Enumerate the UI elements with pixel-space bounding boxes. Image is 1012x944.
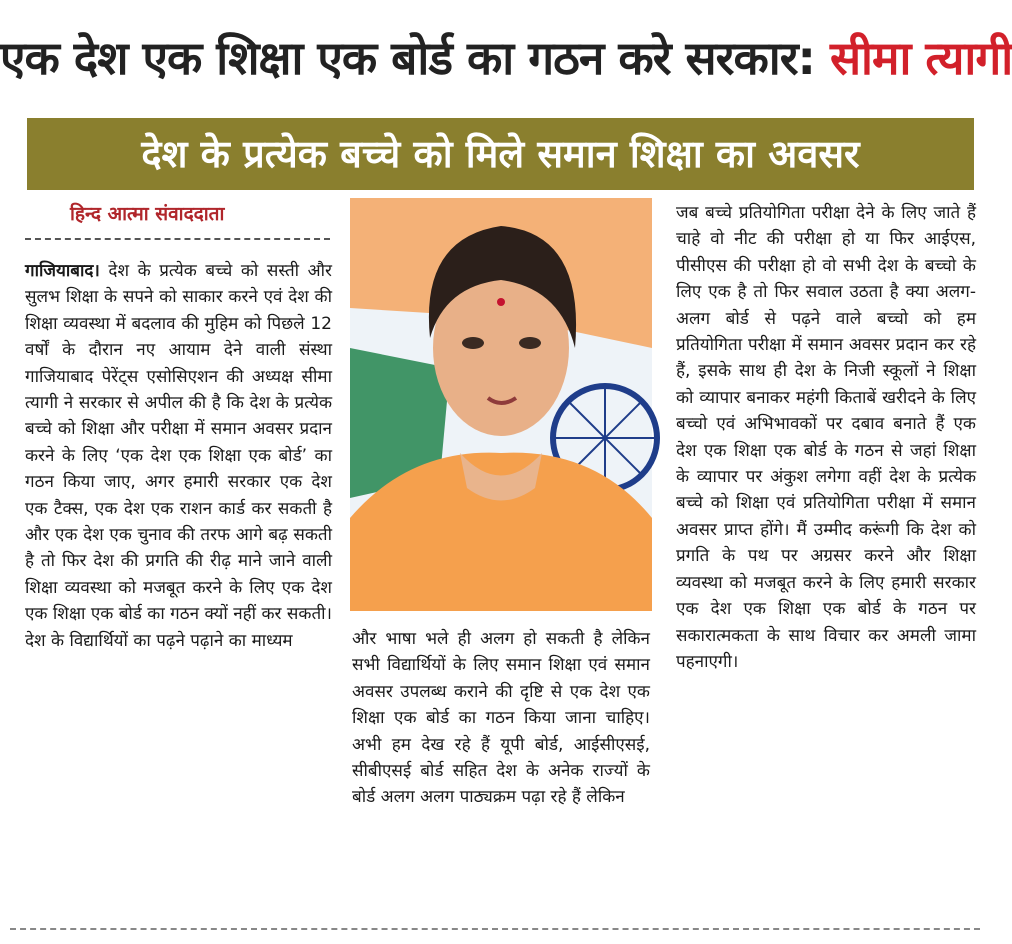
article-column-3: जब बच्चे प्रतियोगिता परीक्षा देने के लिए जाते हैं चाहे वो नीट की परीक्षा हो या फिर आईएस, पीसीएस की परीक्षा हो वो सभी देश के बच्चो के लिए एक है तो फिर सवाल उठता है क्या अलग-अलग बोर्ड से पढ़ने वाले बच्चो को हम प्रतियोगिता परीक्षा में समान अवसर प्रदान कर रहे हैं, इसके साथ ही देश के निजी स्कूलों ने शिक्षा को व्यापार बनाकर महंगी किताबें खरीदने के लिए बच्चो एवं अभिभावकों पर दबाव बनाते हैं एक देश एक शिक्षा एक बोर्ड के गठन से जहां शिक्षा के व्यापार पर अंकुश लगेगा वहीं देश के प्रत्येक बच्चे को शिक्षा एवं प्रतियोगिता परीक्षा में समान अवसर प्राप्त होंगे। मैं उम्मीद करूंगी कि देश को प्रगति के पथ पर अग्रसर करने और शिक्षा व्यवस्था को मजबूत करने के लिए हमारी सरकार एक देश एक शिक्षा एक बोर्ड के गठन पर सकारात्मकता के साथ विचार कर अमली जामा पहनाएगी।	[676, 203, 976, 672]
byline: हिन्द आत्मा संवाददाता	[70, 203, 225, 225]
headline-speaker: सीमा त्यागी	[829, 31, 1012, 85]
column-1-text: देश के प्रत्येक बच्चे को सस्ती और सुलभ शिक्षा के सपने को साकार करने एवं देश की शिक्षा व्यवस्था में बदलाव की मुहिम को पिछले 12 वर्षों के दौरान नए आयाम देने वाली संस्था गाजियाबाद पेरेंट्स एसोसिएशन की अध्यक्ष सीमा त्यागी ने सरकार से अपील की है कि देश के प्रत्येक बच्चे को शिक्षा और परीक्षा में समान अवसर प्रदान करने के लिए ‘एक देश एक शिक्षा एक बोर्ड’ का गठन किया जाए, अगर हमारी सरकार एक देश एक टैक्स, एक देश एक राशन कार्ड कर सकती है और एक देश एक चुनाव की तरफ आगे बढ़ सकती है तो फिर देश की प्रगति की रीढ़ माने जाने वाली शिक्षा व्यवस्था को मजबूत करने के लिए एक देश एक शिक्षा एक बोर्ड का गठन क्यों नहीं कर सकती। देश के विद्यार्थियों का पढ़ने पढ़ाने का माध्यम	[25, 261, 332, 651]
article-column-1	[25, 258, 332, 654]
subheadline: देश के प्रत्येक बच्चे को मिले समान शिक्षा का अवसर	[27, 118, 974, 190]
headline	[0, 8, 1012, 108]
dateline: गाजियाबाद।	[25, 261, 100, 281]
article-column-2: और भाषा भले ही अलग हो सकती है लेकिन सभी विद्यार्थियों के लिए समान शिक्षा एवं समान अवसर उपलब्ध कराने की दृष्टि से एक देश एक शिक्षा एक बोर्ड का गठन किया जाना चाहिए। अभी हम देख रहे हैं यूपी बोर्ड, आईसीएसई, सीबीएसई बोर्ड सहित देश के अनेक राज्यों के बोर्ड अलग अलग पाठ्यक्रम पढ़ा रहे हैं लेकिन	[352, 629, 650, 808]
headline-main: एक देश एक शिक्षा एक बोर्ड का गठन करे सरकार:	[0, 31, 830, 85]
portrait-illustration	[350, 198, 652, 611]
byline-divider	[25, 238, 330, 240]
portrait-photo	[350, 198, 652, 611]
bottom-divider	[10, 928, 980, 930]
